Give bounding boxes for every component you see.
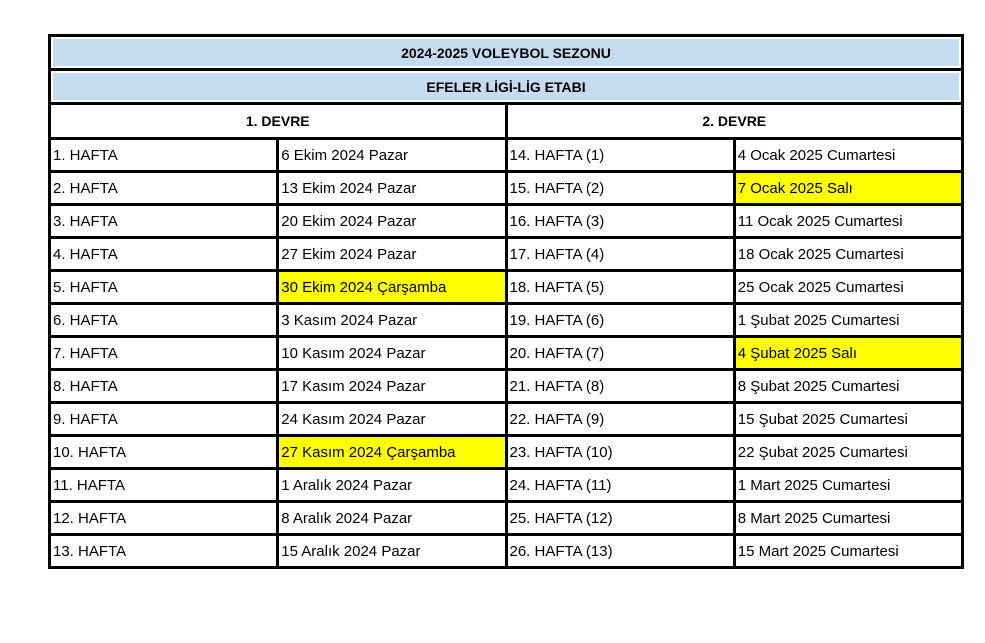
half-header-row [51, 105, 964, 140]
second-half-date: 15 Şubat 2025 Cumartesi [736, 404, 964, 437]
schedule-sheet [48, 34, 964, 569]
first-half-date: 3 Kasım 2024 Pazar [279, 305, 507, 338]
first-half-week: 7. HAFTA [51, 338, 279, 371]
first-half-week: 9. HAFTA [51, 404, 279, 437]
table-row [51, 272, 964, 305]
second-half-week: 16. HAFTA (3) [508, 206, 736, 239]
second-half-date: 11 Ocak 2025 Cumartesi [736, 206, 964, 239]
table-row [51, 338, 964, 371]
table-row [51, 206, 964, 239]
first-half-week: 5. HAFTA [51, 272, 279, 305]
second-half-date: 4 Şubat 2025 Salı [736, 338, 964, 371]
table-row [51, 239, 964, 272]
second-half-week: 22. HAFTA (9) [508, 404, 736, 437]
table-row [51, 437, 964, 470]
first-half-date: 1 Aralık 2024 Pazar [279, 470, 507, 503]
first-half-week: 13. HAFTA [51, 536, 279, 569]
second-half-date: 15 Mart 2025 Cumartesi [736, 536, 964, 569]
second-half-date: 8 Mart 2025 Cumartesi [736, 503, 964, 536]
table-row [51, 305, 964, 338]
table-row [51, 173, 964, 206]
first-half-date: 27 Ekim 2024 Pazar [279, 239, 507, 272]
first-half-week: 10. HAFTA [51, 437, 279, 470]
second-half-week: 19. HAFTA (6) [508, 305, 736, 338]
first-half-date: 17 Kasım 2024 Pazar [279, 371, 507, 404]
second-half-week: 18. HAFTA (5) [508, 272, 736, 305]
first-half-date: 15 Aralık 2024 Pazar [279, 536, 507, 569]
second-half-date: 25 Ocak 2025 Cumartesi [736, 272, 964, 305]
second-half-week: 20. HAFTA (7) [508, 338, 736, 371]
first-half-date: 20 Ekim 2024 Pazar [279, 206, 507, 239]
first-half-week: 6. HAFTA [51, 305, 279, 338]
league-stage-title: EFELER LİGİ-LİG ETABI [51, 71, 964, 105]
second-half-date: 1 Şubat 2025 Cumartesi [736, 305, 964, 338]
second-half-date: 22 Şubat 2025 Cumartesi [736, 437, 964, 470]
second-half-week: 24. HAFTA (11) [508, 470, 736, 503]
second-half-date: 8 Şubat 2025 Cumartesi [736, 371, 964, 404]
second-half-week: 23. HAFTA (10) [508, 437, 736, 470]
first-half-date: 8 Aralık 2024 Pazar [279, 503, 507, 536]
second-half-week: 26. HAFTA (13) [508, 536, 736, 569]
first-half-week: 12. HAFTA [51, 503, 279, 536]
schedule-body [51, 37, 964, 569]
subtitle-row [51, 71, 964, 105]
first-half-week: 11. HAFTA [51, 470, 279, 503]
schedule-table [48, 34, 964, 569]
table-row [51, 404, 964, 437]
first-half-date: 10 Kasım 2024 Pazar [279, 338, 507, 371]
second-half-header: 2. DEVRE [508, 105, 965, 140]
table-row [51, 536, 964, 569]
second-half-week: 14. HAFTA (1) [508, 140, 736, 173]
second-half-date: 4 Ocak 2025 Cumartesi [736, 140, 964, 173]
first-half-date: 6 Ekim 2024 Pazar [279, 140, 507, 173]
first-half-date: 27 Kasım 2024 Çarşamba [279, 437, 507, 470]
table-row [51, 503, 964, 536]
first-half-date: 24 Kasım 2024 Pazar [279, 404, 507, 437]
second-half-week: 15. HAFTA (2) [508, 173, 736, 206]
second-half-week: 21. HAFTA (8) [508, 371, 736, 404]
first-half-week: 4. HAFTA [51, 239, 279, 272]
second-half-date: 1 Mart 2025 Cumartesi [736, 470, 964, 503]
first-half-date: 30 Ekim 2024 Çarşamba [279, 272, 507, 305]
table-row [51, 371, 964, 404]
first-half-date: 13 Ekim 2024 Pazar [279, 173, 507, 206]
table-row [51, 140, 964, 173]
first-half-week: 2. HAFTA [51, 173, 279, 206]
title-row [51, 37, 964, 71]
table-row [51, 470, 964, 503]
season-title: 2024-2025 VOLEYBOL SEZONU [51, 37, 964, 71]
second-half-week: 17. HAFTA (4) [508, 239, 736, 272]
first-half-week: 1. HAFTA [51, 140, 279, 173]
second-half-date: 7 Ocak 2025 Salı [736, 173, 964, 206]
first-half-header: 1. DEVRE [51, 105, 508, 140]
second-half-week: 25. HAFTA (12) [508, 503, 736, 536]
second-half-date: 18 Ocak 2025 Cumartesi [736, 239, 964, 272]
first-half-week: 8. HAFTA [51, 371, 279, 404]
first-half-week: 3. HAFTA [51, 206, 279, 239]
